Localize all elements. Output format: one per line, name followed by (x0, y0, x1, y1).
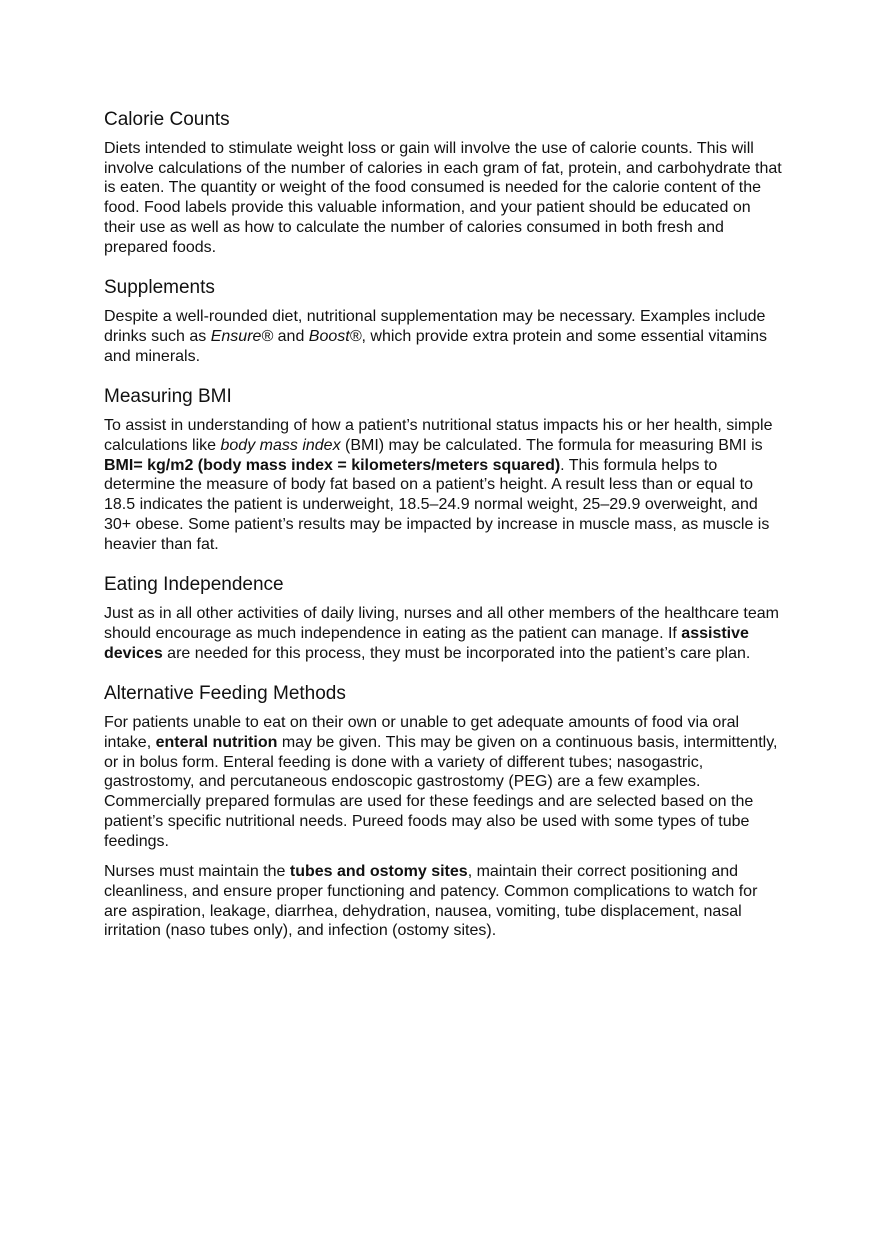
text-run: and (273, 327, 309, 345)
text-run: For patients unable to eat on their own or unable to get adequate amounts of food via oral intake, (104, 714, 740, 752)
heading-measuring-bmi: Measuring BMI (104, 386, 232, 408)
paragraph-measuring-bmi (104, 416, 784, 554)
text-run: , maintain their correct positioning and cleanliness, and ensure proper functioning and patency. Common complications to watch for are aspiration, leakage, diarrhea, dehydration, nausea, vomiting, tube displacement, nasal irritation (naso tubes only), and infection (ostomy sites). (104, 863, 758, 940)
italic-ensure: Ensure® (210, 327, 274, 345)
paragraph-alternative-feeding-1 (104, 713, 784, 851)
paragraph-supplements (104, 307, 784, 366)
text-run: Just as in all other activities of daily living, nurses and all other members of the healthcare team should encourage as much independence in eating as the patient can manage. If (104, 605, 779, 642)
text-run: are needed for this process, they must be incorporated into the patient’s care plan. (162, 644, 751, 662)
bold-bmi-formula: BMI= kg/m2 (body mass index = kilometers/meters squared) (104, 456, 561, 474)
text-run: , which provide extra protein and some essential vitamins and minerals. (104, 327, 768, 365)
section-eating-independence (104, 572, 784, 663)
section-measuring-bmi (104, 384, 784, 554)
heading-alternative-feeding: Alternative Feeding Methods (104, 683, 346, 705)
text-run: Nurses must maintain the (104, 863, 290, 881)
bold-enteral-nutrition: enteral nutrition (155, 734, 278, 752)
section-supplements (104, 275, 784, 366)
heading-supplements: Supplements (104, 277, 215, 299)
bold-tubes-ostomy-sites: tubes and ostomy sites (289, 863, 468, 881)
document-page (104, 107, 784, 941)
bold-assistive-devices: assistive devices (104, 624, 749, 662)
section-alternative-feeding (104, 681, 784, 941)
text-run: Despite a well-rounded diet, nutritional supplementation may be necessary. Examples include drinks such as (104, 308, 766, 345)
paragraph-alternative-feeding-2 (104, 862, 784, 941)
text-run: To assist in understanding of how a patient’s nutritional status impacts his or her health, simple calculations like (104, 417, 773, 455)
text-run: . This formula helps to determine the measure of body fat based on a patient’s height. A result less than or equal to 18.5 indicates the patient is underweight, 18.5–24.9 normal weight, 25–29.9 overweight, and 30+ obese. Some patient’s results may be impacted by increase in muscle mass, as muscle is heavier than fat. (104, 456, 770, 553)
italic-boost: Boost® (308, 327, 362, 345)
heading-eating-independence: Eating Independence (104, 574, 284, 596)
heading-calorie-counts: Calorie Counts (104, 109, 230, 130)
section-calorie-counts (104, 107, 784, 257)
paragraph-calorie-counts: Diets intended to stimulate weight loss or gain will involve the use of calorie counts. This will involve calculations of the number of calories in each gram of fat, protein, and carbohydrate that is eaten. The quantity or weight of the food consumed is needed for the calorie content of the food. Food labels provide this valuable information, and your patient should be educated on their use as well as how to calculate the number of calories consumed in both fresh and prepared foods. (104, 140, 782, 256)
text-run: (BMI) may be calculated. The formula for measuring BMI is (340, 437, 763, 455)
paragraph-eating-independence (104, 604, 784, 663)
text-run: may be given. This may be given on a continuous basis, intermittently, or in bolus form. Enteral feeding is done with a variety of different tubes; nasogastric, gastrostomy, and percutaneous endoscopic gastrostomy (PEG) are a few examples. Commercially prepared formulas are used for these feedings and are selected based on the patient’s specific nutritional needs. Pureed foods may also be used with some types of tube feedings. (104, 734, 778, 850)
italic-body-mass-index: body mass index (220, 437, 341, 455)
